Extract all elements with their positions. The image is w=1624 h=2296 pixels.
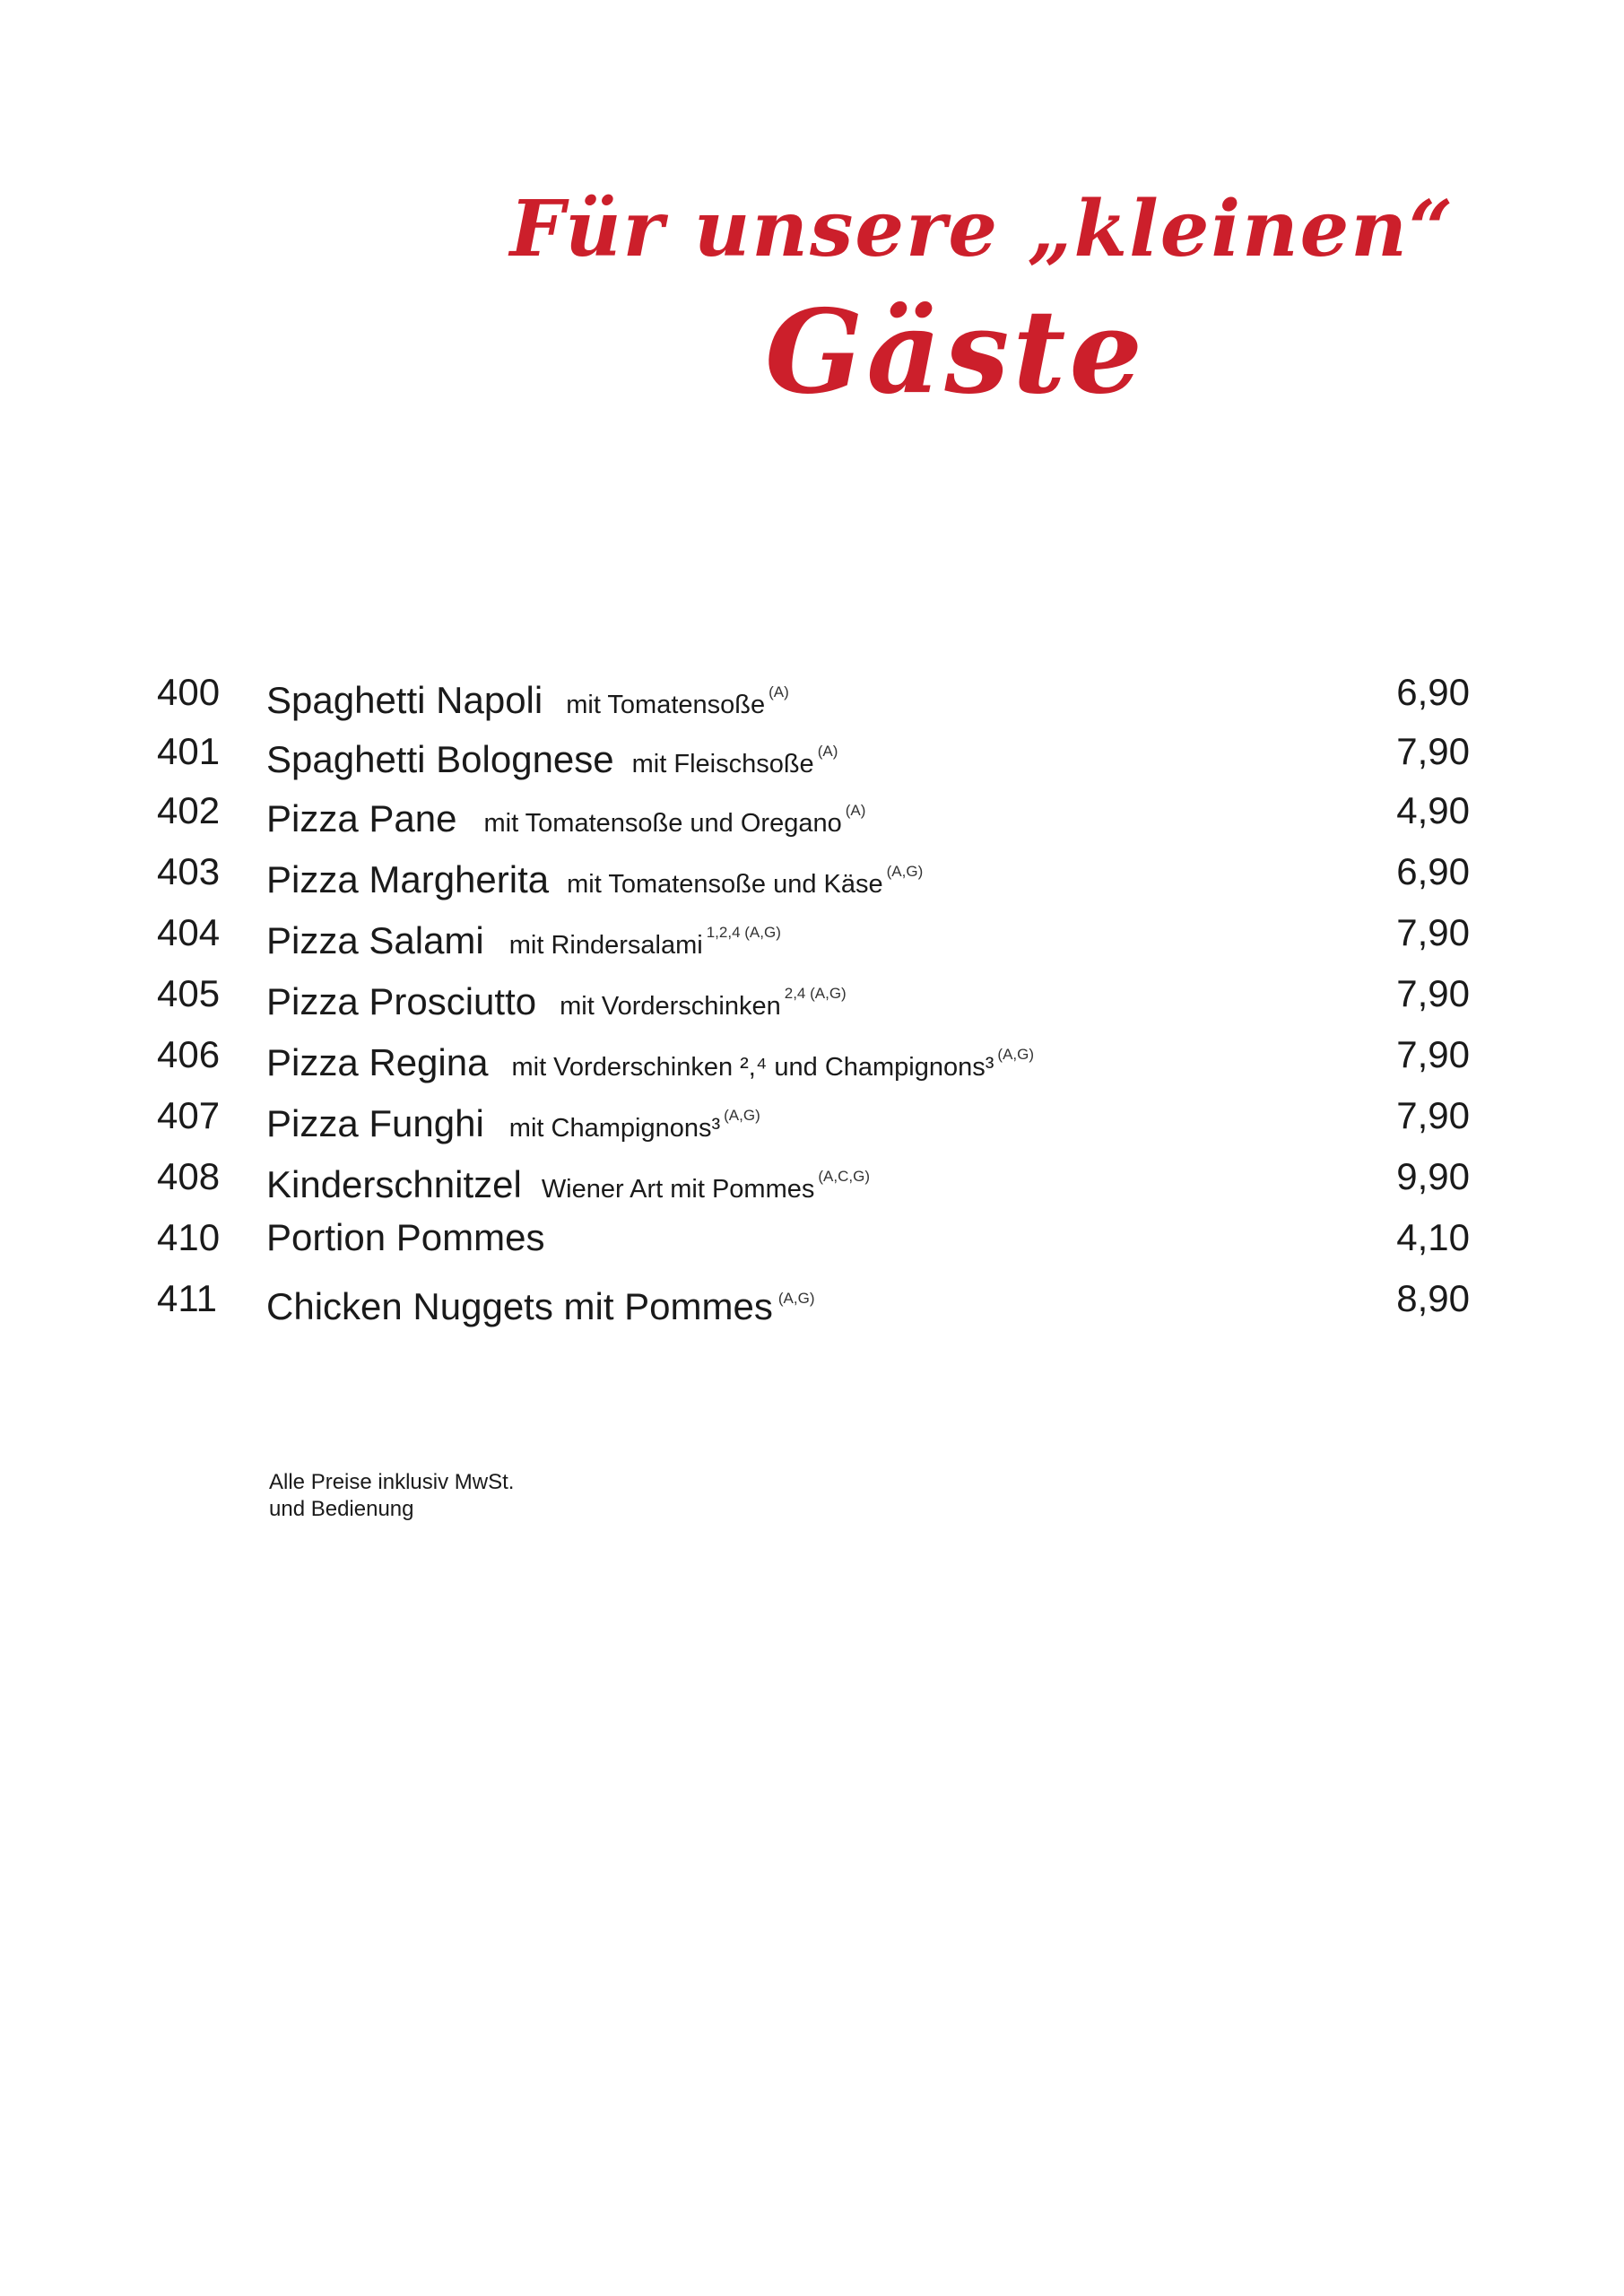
menu-item <box>0 1268 1624 1329</box>
item-number: 407 <box>157 1094 221 1136</box>
item-price: 6,90 <box>1396 850 1470 892</box>
menu-item <box>0 780 1624 841</box>
item-name: Kinderschnitzel <box>266 1163 522 1205</box>
item-price: 8,90 <box>1396 1277 1470 1319</box>
item-price: 4,10 <box>1396 1216 1470 1258</box>
menu-item <box>0 1146 1624 1207</box>
menu-item <box>0 841 1624 902</box>
item-detail: mit Tomatensoße <box>566 691 766 719</box>
item-name: Pizza Margherita <box>266 858 550 900</box>
menu-item <box>0 1024 1624 1085</box>
item-name: Pizza Pane <box>266 797 457 839</box>
item-price: 7,90 <box>1396 1094 1470 1136</box>
item-price: 7,90 <box>1396 972 1470 1014</box>
menu-item <box>0 1085 1624 1146</box>
item-allergens: 1,2,4 (A,G) <box>706 924 781 941</box>
item-allergens: (A,G) <box>886 863 924 880</box>
item-detail: mit Tomatensoße und Käse <box>567 870 883 899</box>
item-number: 402 <box>157 789 221 831</box>
item-allergens: (A) <box>769 683 789 700</box>
price-note <box>269 1469 514 1523</box>
menu-item <box>0 1207 1624 1268</box>
item-price: 4,90 <box>1396 789 1470 831</box>
item-allergens: (A,G) <box>777 1290 815 1307</box>
item-name: Spaghetti Napoli <box>266 679 543 721</box>
item-name: Chicken Nuggets mit Pommes <box>266 1285 773 1327</box>
item-name: Spaghetti Bolognese <box>266 738 614 780</box>
item-number: 404 <box>157 911 221 953</box>
item-price: 9,90 <box>1396 1155 1470 1197</box>
page-title-line-2: Gäste <box>765 285 1146 420</box>
item-price: 6,90 <box>1396 671 1470 713</box>
item-name: Portion Pommes <box>266 1216 545 1258</box>
item-detail: mit Tomatensoße und Oregano <box>483 809 842 838</box>
menu-item <box>0 662 1624 723</box>
item-description <box>266 1207 568 1277</box>
item-description <box>266 1268 814 1346</box>
item-detail: mit Fleischsoße <box>631 750 814 778</box>
item-detail: mit Rindersalami <box>508 931 703 960</box>
item-name: Pizza Regina <box>266 1041 489 1083</box>
item-number: 408 <box>157 1155 221 1197</box>
item-name: Pizza Prosciutto <box>266 980 537 1022</box>
item-number: 405 <box>157 972 221 1014</box>
item-price: 7,90 <box>1396 911 1470 953</box>
item-name: Pizza Salami <box>266 919 484 961</box>
item-detail: mit Vorderschinken ²,⁴ und Champignons³ <box>511 1053 994 1082</box>
item-number: 401 <box>157 730 221 772</box>
price-note-line-1: Alle Preise inklusiv MwSt. <box>269 1470 515 1494</box>
page-title-line-1: Für unsere „kleinen“ <box>509 184 1455 274</box>
menu-item <box>0 902 1624 963</box>
item-detail: mit Vorderschinken <box>560 992 781 1021</box>
item-price: 7,90 <box>1396 730 1470 772</box>
item-allergens: (A,C,G) <box>818 1168 870 1185</box>
item-number: 400 <box>157 671 221 713</box>
item-number: 411 <box>157 1277 217 1319</box>
item-allergens: (A) <box>817 743 838 760</box>
menu-item <box>0 963 1624 1024</box>
item-allergens: 2,4 (A,G) <box>784 985 847 1002</box>
item-price: 7,90 <box>1396 1033 1470 1075</box>
item-detail: mit Champignons³ <box>508 1114 721 1143</box>
menu-item <box>0 721 1624 782</box>
item-detail: Wiener Art mit Pommes <box>541 1175 815 1204</box>
item-name: Pizza Funghi <box>266 1102 484 1144</box>
item-allergens: (A) <box>845 802 866 819</box>
item-number: 410 <box>157 1216 221 1258</box>
item-number: 406 <box>157 1033 221 1075</box>
item-allergens: (A,G) <box>724 1107 760 1124</box>
price-note-line-2: und Bedienung <box>269 1497 414 1521</box>
item-number: 403 <box>157 850 221 892</box>
item-allergens: (A,G) <box>997 1046 1035 1063</box>
